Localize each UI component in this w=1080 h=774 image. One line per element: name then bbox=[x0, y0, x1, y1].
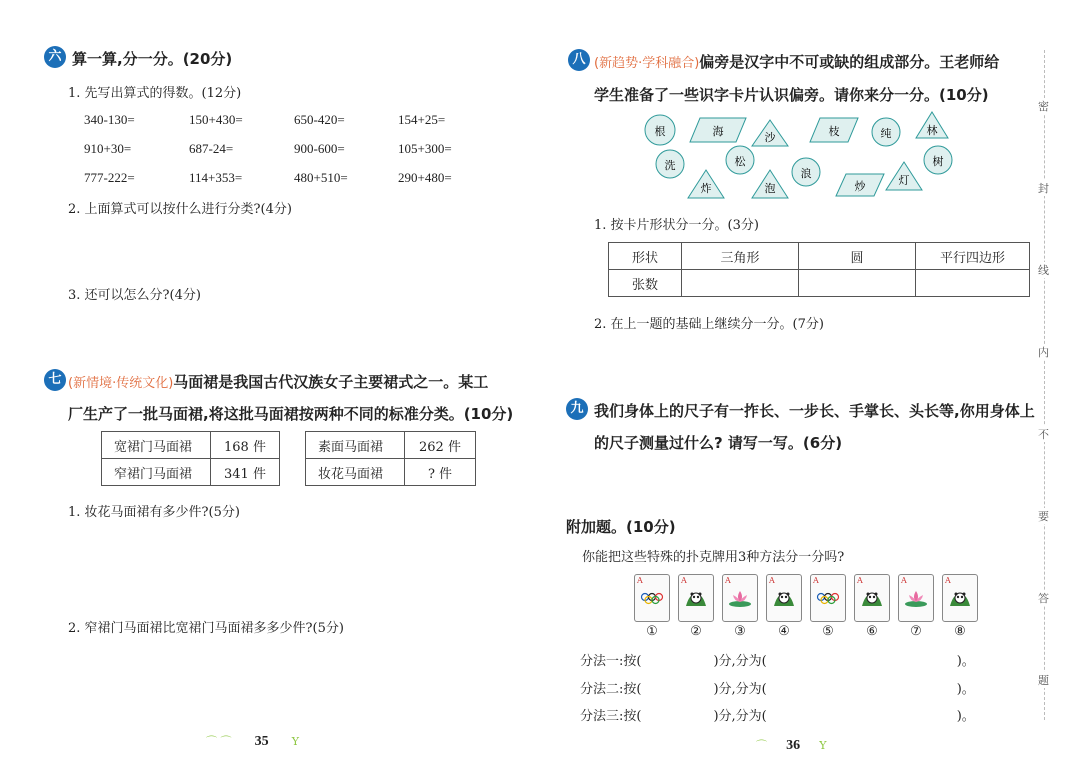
method-line-3 bbox=[580, 705, 975, 724]
table-header-cell: 形状 bbox=[609, 243, 682, 270]
page-number: 36 bbox=[786, 738, 801, 753]
table-row bbox=[306, 459, 476, 486]
section-9-badge: 九 bbox=[566, 398, 588, 420]
table-row bbox=[102, 432, 280, 459]
card-char: 泡 bbox=[764, 182, 776, 195]
section-8-badge: 八 bbox=[568, 49, 590, 71]
method-label: )分,分为( bbox=[713, 709, 767, 724]
card-triangle bbox=[688, 170, 724, 198]
table-row bbox=[609, 243, 1030, 270]
table-row bbox=[306, 432, 476, 459]
calc-item: 900-600= bbox=[294, 141, 345, 156]
card-char: 海 bbox=[712, 125, 724, 138]
calc-item: 687-24= bbox=[189, 141, 234, 156]
skirt-width-table bbox=[101, 431, 280, 486]
poker-card: A bbox=[722, 574, 758, 622]
card-char: 松 bbox=[734, 155, 746, 168]
card-circle bbox=[726, 146, 754, 174]
s8-question-1: 1. 按卡片形状分一分。(3分) bbox=[594, 218, 759, 233]
method-label: )。 bbox=[956, 682, 975, 697]
card-number-label: ⑤ bbox=[822, 624, 834, 639]
poker-card: A bbox=[810, 574, 846, 622]
leaf-icon: ⌒ bbox=[756, 739, 767, 752]
poker-card: A bbox=[898, 574, 934, 622]
card-number-label: ⑥ bbox=[866, 624, 878, 639]
table-cell: ? 件 bbox=[405, 459, 476, 486]
bonus-question: 你能把这些特殊的扑克牌用3种方法分一分吗? bbox=[582, 550, 845, 565]
page-number: 35 bbox=[254, 734, 269, 749]
table-cell: 宽裙门马面裙 bbox=[102, 432, 211, 459]
margin-char: 题 bbox=[1038, 674, 1049, 687]
section-8-title-text: 偏旁是汉字中不可或缺的组成部分。王老师给 bbox=[699, 53, 1000, 71]
margin-char: 封 bbox=[1038, 182, 1049, 195]
margin-char: 线 bbox=[1038, 264, 1049, 277]
table-row bbox=[609, 270, 1030, 297]
card-char: 洗 bbox=[664, 159, 676, 172]
card-char: 树 bbox=[932, 155, 944, 168]
section-8-title bbox=[594, 51, 999, 72]
poker-card: A bbox=[634, 574, 670, 622]
card-circle bbox=[872, 118, 900, 146]
section-9-title-line2: 的尺子测量过什么? 请写一写。(6分) bbox=[594, 434, 843, 452]
method-label: )分,分为( bbox=[713, 682, 767, 697]
card-char: 浪 bbox=[800, 167, 812, 180]
card-circle bbox=[656, 150, 684, 178]
calc-item: 150+430= bbox=[189, 112, 243, 127]
table-cell: 窄裙门马面裙 bbox=[102, 459, 211, 486]
calc-item: 777-222= bbox=[84, 170, 135, 185]
method-label: )。 bbox=[956, 709, 975, 724]
leaf-icon: Y bbox=[291, 735, 299, 748]
card-parallelogram bbox=[690, 118, 746, 142]
s6-question-3: 3. 还可以怎么分?(4分) bbox=[68, 288, 201, 303]
card-number-label: ⑦ bbox=[910, 624, 922, 639]
poker-card: A bbox=[942, 574, 978, 622]
card-char: 沙 bbox=[764, 131, 776, 144]
page-footer-right bbox=[756, 734, 826, 754]
table-cell: 168 件 bbox=[211, 432, 280, 459]
section-7-title bbox=[68, 371, 488, 392]
bonus-title: 附加题。(10分) bbox=[566, 518, 676, 536]
card-circle bbox=[645, 115, 675, 145]
radical-cards bbox=[640, 110, 960, 202]
table-cell: 素面马面裙 bbox=[306, 432, 405, 459]
margin-char: 要 bbox=[1038, 510, 1049, 523]
section-7-title-line2: 厂生产了一批马面裙,将这批马面裙按两种不同的标准分类。(10分) bbox=[68, 405, 514, 423]
method-line-1 bbox=[580, 650, 975, 669]
poker-card: A bbox=[766, 574, 802, 622]
card-number-label: ① bbox=[646, 624, 658, 639]
table-header-cell: 圆 bbox=[799, 243, 916, 270]
calc-item: 105+300= bbox=[398, 141, 452, 156]
margin-char: 密 bbox=[1038, 100, 1049, 113]
table-cell: 妆花马面裙 bbox=[306, 459, 405, 486]
s7-question-2: 2. 窄裙门马面裙比宽裙门马面裙多多少件?(5分) bbox=[68, 621, 344, 636]
card-triangle bbox=[752, 120, 788, 146]
skirt-pattern-table bbox=[305, 431, 476, 486]
card-char: 灯 bbox=[898, 174, 910, 187]
calc-item: 114+353= bbox=[189, 170, 243, 185]
calc-item: 340-130= bbox=[84, 112, 135, 127]
table-header-cell: 三角形 bbox=[682, 243, 799, 270]
section-7-tag: (新情境·传统文化) bbox=[68, 376, 174, 391]
calc-item: 290+480= bbox=[398, 170, 452, 185]
leaf-icon: ⌒ ⌒ bbox=[206, 735, 232, 748]
table-cell: 262 件 bbox=[405, 432, 476, 459]
card-char: 炸 bbox=[700, 182, 712, 195]
card-number-label: ③ bbox=[734, 624, 746, 639]
table-cell: 张数 bbox=[609, 270, 682, 297]
card-char: 纯 bbox=[880, 127, 892, 140]
poker-card: A bbox=[854, 574, 890, 622]
method-label: )。 bbox=[956, 654, 975, 669]
table-header-cell: 平行四边形 bbox=[916, 243, 1030, 270]
section-8-title-line2: 学生准备了一些识字卡片认识偏旁。请你来分一分。(10分) bbox=[594, 86, 989, 104]
card-circle bbox=[792, 158, 820, 186]
card-char: 炒 bbox=[854, 180, 866, 193]
calc-item: 480+510= bbox=[294, 170, 348, 185]
method-label: 分法三:按( bbox=[580, 709, 642, 724]
card-char: 林 bbox=[926, 124, 938, 137]
card-number-label: ⑧ bbox=[954, 624, 966, 639]
method-line-2 bbox=[580, 678, 975, 697]
calc-item: 650-420= bbox=[294, 112, 345, 127]
card-parallelogram bbox=[810, 118, 858, 142]
table-row bbox=[102, 459, 280, 486]
section-7-badge: 七 bbox=[44, 369, 66, 391]
s6-question-1: 1. 先写出算式的得数。(12分) bbox=[68, 86, 242, 101]
answer-cell[interactable] bbox=[682, 270, 799, 297]
page-footer-left bbox=[206, 730, 299, 750]
margin-char: 不 bbox=[1038, 428, 1049, 441]
card-circle bbox=[924, 146, 952, 174]
s6-question-2: 2. 上面算式可以按什么进行分类?(4分) bbox=[68, 202, 292, 217]
leaf-icon: Y bbox=[819, 739, 827, 752]
card-triangle bbox=[916, 112, 948, 138]
calc-item: 154+25= bbox=[398, 112, 446, 127]
s7-question-1: 1. 妆花马面裙有多少件?(5分) bbox=[68, 505, 240, 520]
table-cell: 341 件 bbox=[211, 459, 280, 486]
card-char: 枝 bbox=[828, 125, 840, 138]
binding-line bbox=[1044, 50, 1045, 720]
card-number-label: ④ bbox=[778, 624, 790, 639]
shape-count-table bbox=[608, 242, 1030, 297]
card-parallelogram bbox=[836, 174, 884, 196]
card-triangle bbox=[886, 162, 922, 190]
card-number-label: ② bbox=[690, 624, 702, 639]
method-label: 分法一:按( bbox=[580, 654, 642, 669]
section-9-title: 我们身体上的尺子有一拃长、一步长、手掌长、头长等,你用身体上 bbox=[594, 402, 1035, 420]
card-triangle bbox=[752, 170, 788, 198]
poker-card: A bbox=[678, 574, 714, 622]
section-6-badge: 六 bbox=[44, 46, 66, 68]
s8-question-2: 2. 在上一题的基础上继续分一分。(7分) bbox=[594, 317, 824, 332]
card-char: 根 bbox=[654, 125, 666, 138]
margin-char: 内 bbox=[1038, 346, 1049, 359]
margin-char: 答 bbox=[1038, 592, 1049, 605]
section-6-title: 算一算,分一分。(20分) bbox=[72, 50, 233, 68]
method-label: )分,分为( bbox=[713, 654, 767, 669]
calc-item: 910+30= bbox=[84, 141, 132, 156]
answer-cell[interactable] bbox=[799, 270, 916, 297]
section-8-tag: (新趋势·学科融合) bbox=[594, 56, 700, 71]
section-7-title-text: 马面裙是我国古代汉族女子主要裙式之一。某工 bbox=[173, 373, 489, 391]
method-label: 分法二:按( bbox=[580, 682, 642, 697]
answer-cell[interactable] bbox=[916, 270, 1030, 297]
